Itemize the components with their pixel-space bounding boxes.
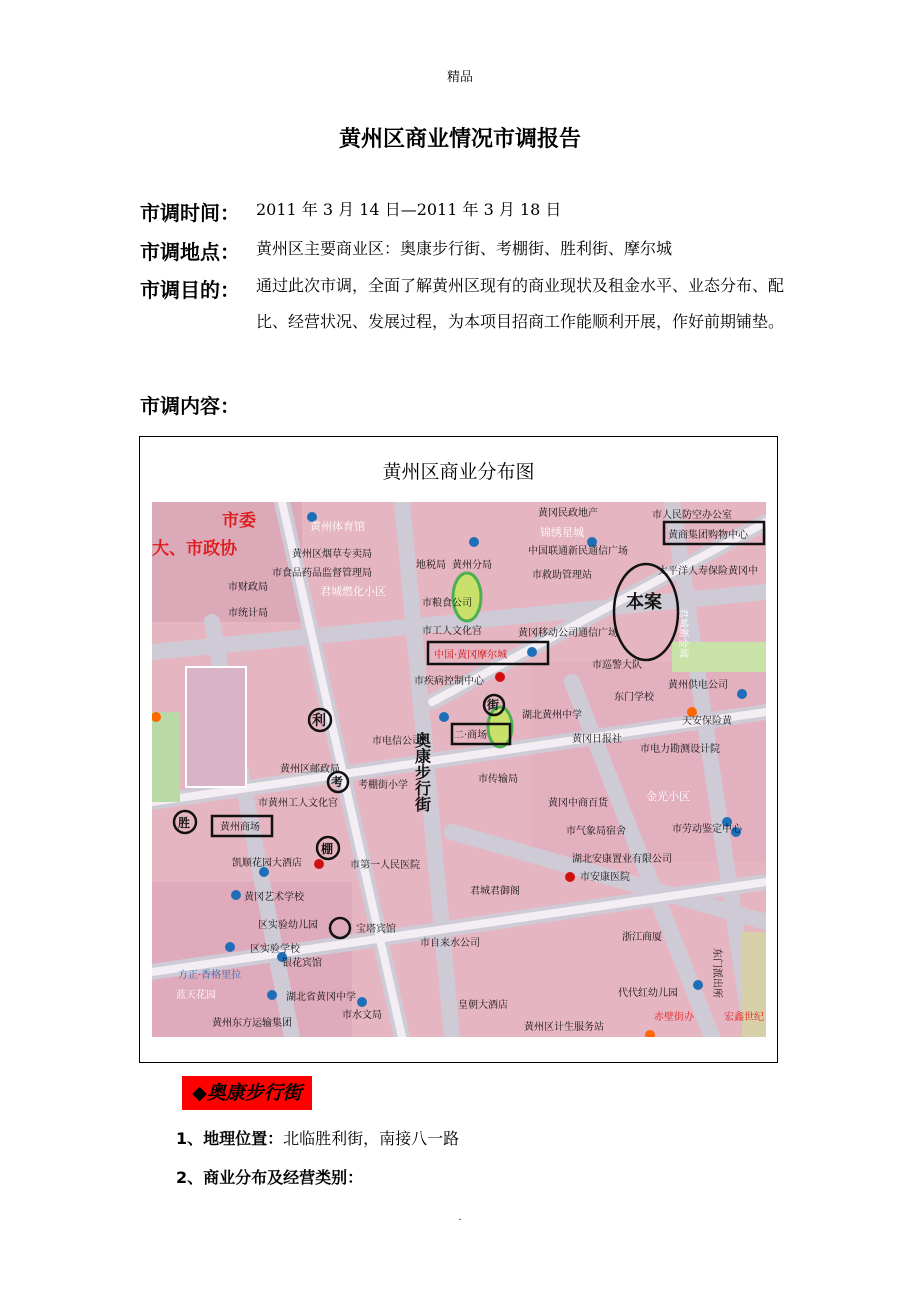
map-label: 君城新金城 xyxy=(677,608,688,658)
field-label: 市调地点： xyxy=(140,240,240,264)
map-label: 宏鑫世纪 xyxy=(724,1012,764,1023)
map-label: 皇朝大酒店 xyxy=(458,1000,508,1011)
map-label: 市委 xyxy=(222,511,256,531)
map-label: 黄州供电公司 xyxy=(668,680,728,691)
map-label: 银花宾馆 xyxy=(282,958,322,969)
item-number: 2、 xyxy=(176,1168,204,1187)
map-label: 太平洋人寿保险黄冈中 xyxy=(658,566,758,577)
map-label: 黄州东方运输集团 xyxy=(212,1018,292,1029)
map-label: 黄商集团购物中心 xyxy=(668,530,748,541)
map-label: 考棚街小学 xyxy=(358,780,408,791)
map-title: 黄州区商业分布图 xyxy=(382,461,535,483)
map-label: 地税局 xyxy=(416,560,446,571)
map-label: 市电信公司 xyxy=(372,736,422,747)
map-label: 市电力勘测设计院 xyxy=(640,744,720,755)
map-svg xyxy=(152,502,766,1037)
map-label: 湖北黄州中学 xyxy=(522,710,582,721)
map-image xyxy=(152,502,766,1037)
map-label: 湖北安康置业有限公司 xyxy=(572,854,672,865)
map-label: 市财政局 xyxy=(228,582,268,593)
field-value: 2011 年 3 月 14 日—2011 年 3 月 18 日 xyxy=(256,200,562,219)
map-label: 君城君御阁 xyxy=(470,886,520,897)
item-label: 商业分布及经营类别： xyxy=(203,1168,364,1187)
map-label: 胜 xyxy=(178,816,191,830)
map-label: 市救助管理站 xyxy=(532,570,592,581)
section-tag: ◆奥康步行街 xyxy=(182,1076,312,1110)
map-label: 二·商场 xyxy=(454,730,488,741)
map-label: 市气象局宿舍 xyxy=(566,826,626,837)
map-label: 市食品药品监督管理局 xyxy=(272,568,372,579)
field-label: 市调内容： xyxy=(140,394,240,418)
map-label: 奥康步行街 xyxy=(412,732,432,812)
document-title: 黄州区商业情况市调报告 xyxy=(338,127,581,152)
map-label: 黄冈日报社 xyxy=(572,734,622,745)
map-label: 市传输局 xyxy=(478,774,518,785)
map-label: 浙江商厦 xyxy=(622,932,662,943)
map-label: 区实验幼儿园 xyxy=(258,920,318,931)
item-value: 北临胜利街，南接八一路 xyxy=(283,1129,460,1148)
map-label: 君城燃化小区 xyxy=(320,585,386,598)
map-label: 大、市政协 xyxy=(152,539,237,559)
map-label: 湖北省黄冈中学 xyxy=(286,992,356,1003)
map-label: 黄州区烟草专卖局 xyxy=(292,549,372,560)
map-label: 金光小区 xyxy=(646,790,690,803)
field-label: 市调目的： xyxy=(140,278,240,302)
map-label: 中国联通新民通信广场 xyxy=(528,546,628,557)
map-label: 代代红幼儿园 xyxy=(618,988,678,999)
map-label: 东门学校 xyxy=(614,692,654,703)
map-label: 赤壁街办 xyxy=(654,1012,694,1023)
map-label: 市统计局 xyxy=(228,608,268,619)
map-label: 市工人文化宫 xyxy=(422,626,482,637)
map-label: 黄州区邮政局 xyxy=(280,764,340,775)
field-value: 黄州区主要商业区：奥康步行街、考棚街、胜利街、摩尔城 xyxy=(256,239,673,258)
map-figure xyxy=(139,436,778,1063)
map-label: 中国·黄冈摩尔城 xyxy=(434,650,508,661)
map-label: 锦绣星城 xyxy=(540,526,584,539)
map-label: 市疾病控制中心 xyxy=(414,676,484,687)
header-note: 精品 xyxy=(446,70,473,85)
map-label: 市水文局 xyxy=(342,1010,382,1021)
map-label: 黄州区计生服务站 xyxy=(524,1022,604,1033)
map-label: 东门派出所 xyxy=(711,948,722,998)
map-label: 黄冈中商百货 xyxy=(548,798,608,809)
map-label: 黄州体育馆 xyxy=(310,520,365,533)
footer-mark: . xyxy=(458,1212,462,1223)
map-label: 黄冈移动公司通信广场 xyxy=(518,628,618,639)
map-label: 市巡警大队 xyxy=(592,660,642,671)
item-number: 1、 xyxy=(176,1129,204,1148)
map-label: 黄州分局 xyxy=(452,560,492,571)
map-label: 街 xyxy=(487,698,500,712)
map-label: 凯顺花园大酒店 xyxy=(232,858,302,869)
map-label: 市劳动鉴定中心 xyxy=(672,824,742,835)
map-label: 市自来水公司 xyxy=(420,938,480,949)
item-label: 地理位置： xyxy=(203,1129,284,1148)
map-label: 宝塔宾馆 xyxy=(356,924,396,935)
map-label: 黄州商场 xyxy=(220,822,260,833)
map-label: 考 xyxy=(331,775,344,789)
map-label: 市第一人民医院 xyxy=(350,860,420,871)
list-item xyxy=(176,1126,459,1149)
map-label: 市黄州工人文化宫 xyxy=(258,798,338,809)
map-label: 本案 xyxy=(626,592,662,613)
map-label: 方正·香格里拉 xyxy=(178,970,242,981)
map-label: 棚 xyxy=(321,842,334,856)
map-label: 市人民防空办公室 xyxy=(652,510,732,521)
map-label: 黄冈艺术学校 xyxy=(244,892,304,903)
map-label: 天安保险黄 xyxy=(682,716,732,727)
map-label: 市安康医院 xyxy=(580,872,630,883)
field-value: 通过此次市调，全面了解黄州区现有的商业现状及租金水平、业态分布、配比、经营状况、发展过程，为本项目招商工作能顺利开展，作好前期铺垫。 xyxy=(256,276,785,331)
field-label: 市调时间： xyxy=(140,201,240,225)
map-label: 黄冈民政地产 xyxy=(538,508,598,519)
map-label: 市粮食公司 xyxy=(422,598,472,609)
map-label: 蓝天花园 xyxy=(176,990,216,1001)
list-item xyxy=(176,1165,363,1188)
map-label: 区实验学校 xyxy=(250,944,300,955)
map-label: 利 xyxy=(312,713,326,729)
